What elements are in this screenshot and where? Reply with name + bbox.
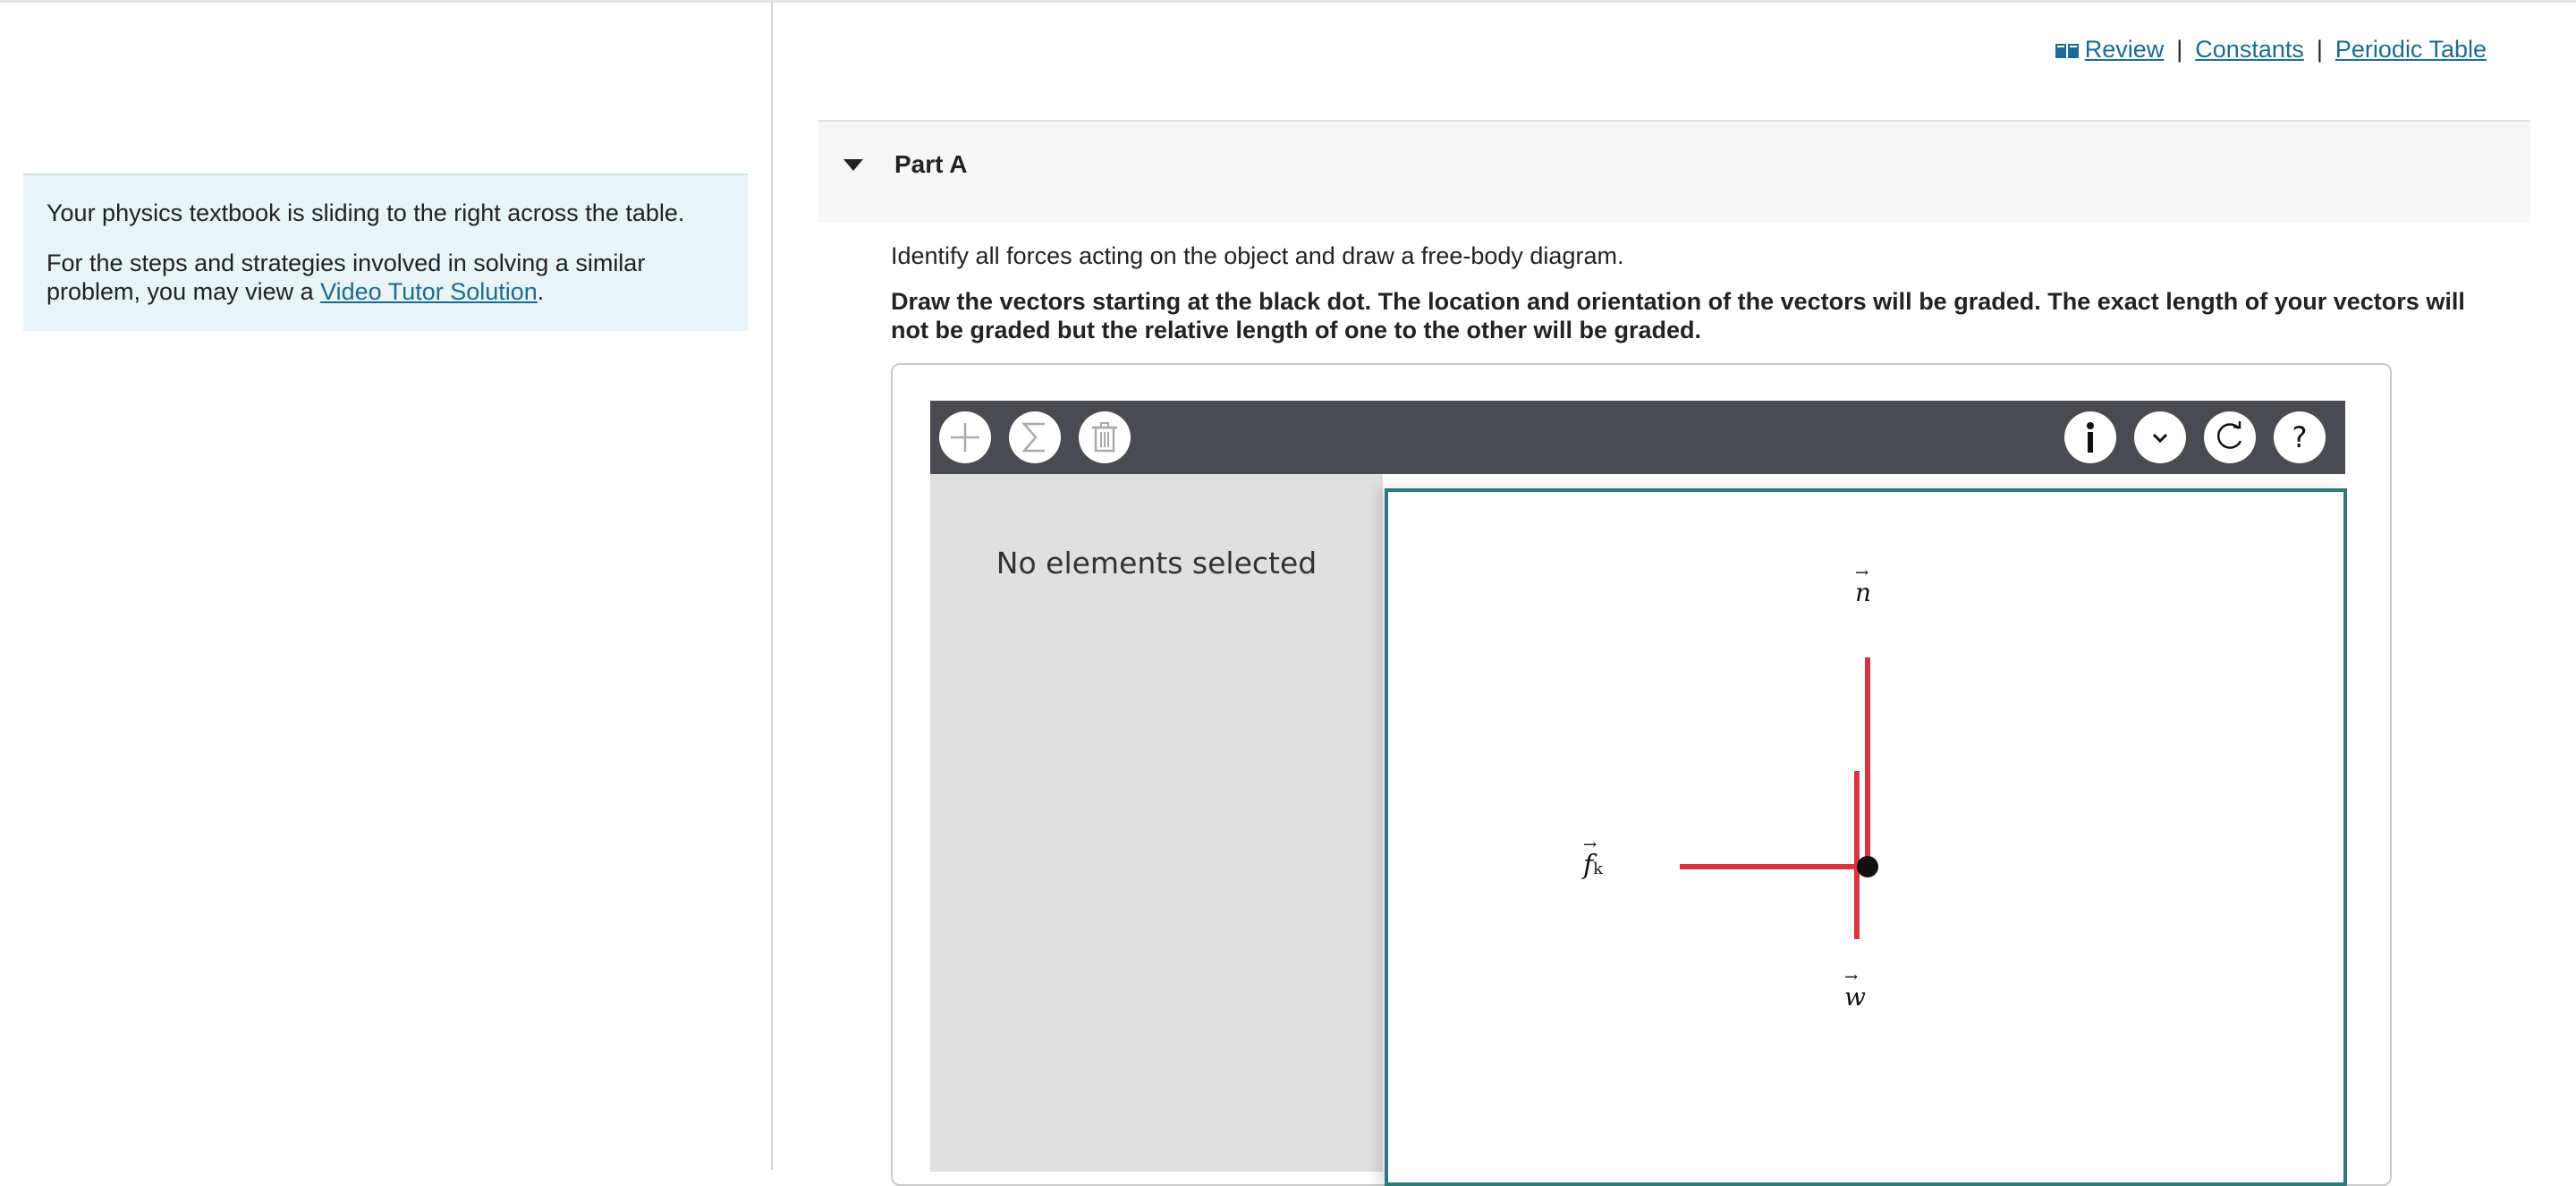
vector-w-symbol: w <box>1844 982 1866 1012</box>
origin-dot <box>1857 856 1878 877</box>
help-icon <box>2274 411 2326 463</box>
link-separator: | <box>2176 36 2183 63</box>
link-separator: | <box>2316 36 2323 63</box>
collapse-caret-icon[interactable] <box>843 159 863 171</box>
reset-icon <box>2204 411 2256 463</box>
svg-text:?: ? <box>2292 420 2308 454</box>
drawing-canvas[interactable] <box>1385 488 2347 1186</box>
review-label: Review <box>2084 36 2165 63</box>
info-icon <box>2064 411 2116 463</box>
vector-arrow-icon: → <box>1855 563 1869 582</box>
vector-arrow-icon: → <box>1583 835 1597 854</box>
drawing-toolbar <box>930 401 2345 474</box>
options-dropdown-button[interactable] <box>2134 411 2186 463</box>
add-icon <box>939 411 991 463</box>
resource-links <box>2055 36 2487 64</box>
book-icon <box>2055 42 2080 60</box>
vector-n-label <box>1855 563 1872 607</box>
add-vector-button[interactable] <box>939 411 991 463</box>
sum-icon <box>1009 411 1061 463</box>
part-title: Part A <box>894 150 968 178</box>
panel-divider[interactable] <box>771 3 773 1170</box>
reset-button[interactable] <box>2204 411 2256 463</box>
periodic-table-link[interactable]: Periodic Table <box>2334 36 2487 63</box>
vector-w-label <box>1844 968 1866 1012</box>
problem-intro <box>23 174 748 331</box>
info-button[interactable] <box>2064 411 2116 463</box>
question-text: Identify all forces acting on the object and draw a free-body diagram. <box>891 242 1624 269</box>
sum-vector-button[interactable] <box>1009 411 1061 463</box>
video-tutor-text <box>47 249 724 306</box>
video-tutor-prefix: For the steps and strategies involved in solving a similar problem, you may view a <box>47 250 646 305</box>
vector-fk-subscript: k <box>1593 860 1604 878</box>
video-tutor-link[interactable]: Video Tutor Solution <box>320 278 538 305</box>
constants-link[interactable]: Constants <box>2195 36 2304 63</box>
review-link[interactable] <box>2055 36 2165 64</box>
selection-status: No elements selected <box>996 546 1318 580</box>
left-panel <box>0 3 771 1170</box>
vector-arrow-icon: → <box>1844 968 1859 987</box>
chevron-down-icon <box>2134 411 2186 463</box>
trash-icon <box>1079 411 1131 463</box>
delete-button[interactable] <box>1079 411 1131 463</box>
help-button[interactable] <box>2274 411 2326 463</box>
instructions-text: Draw the vectors starting at the black dot. The location and orientation of the vectors will be graded. The exact length of your vectors will not be graded but the relative length of one to the other will be graded. <box>891 288 2465 343</box>
vector-fk-label <box>1583 835 1604 881</box>
intro-text: Your physics textbook is sliding to the right across the table. <box>47 199 685 226</box>
vector-fk-symbol: f <box>1583 850 1594 881</box>
part-a-header[interactable] <box>818 120 2530 223</box>
video-tutor-suffix: . <box>537 278 545 305</box>
vector-n-symbol: n <box>1855 578 1872 607</box>
